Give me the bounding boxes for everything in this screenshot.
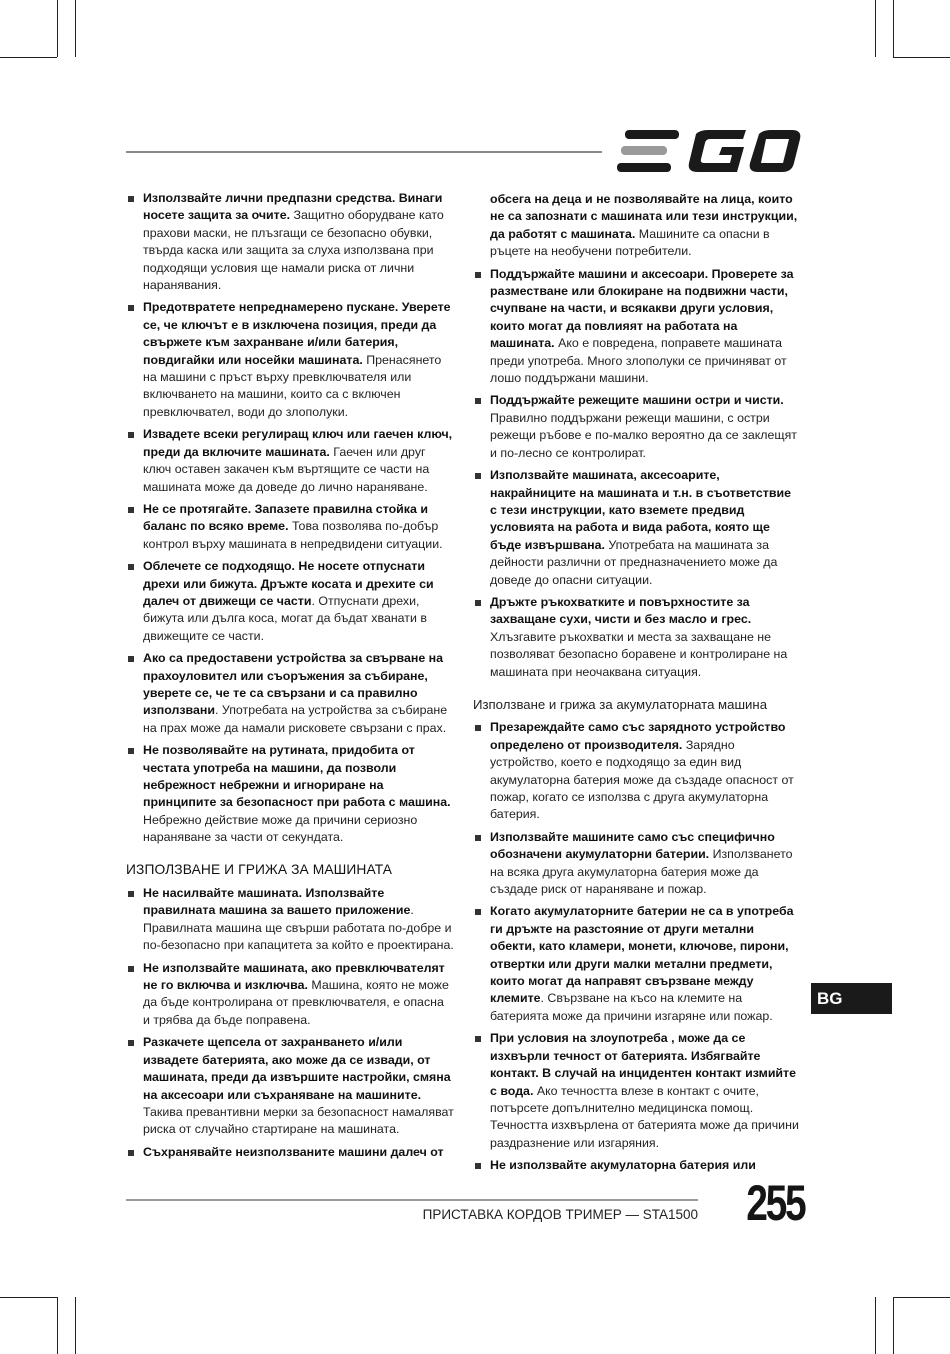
crop-mark: [893, 57, 950, 58]
crop-mark: [75, 0, 76, 57]
crop-mark: [57, 1297, 58, 1354]
crop-mark: [875, 1297, 876, 1354]
normal-text: Употребата на машината за дейности различни от предназначението може да доведе до опасни ситуации.: [490, 537, 778, 587]
header-rule: [126, 151, 602, 153]
bold-text: Използвайте машината, аксесоарите, накрайниците на машината и т.н. в съответствие с тези инструкции, като вземете предвид условията на работа и вида работа, която ще бъде извършвана.: [490, 468, 791, 552]
bold-text: Поддържайте режещите машини остри и чисти.: [490, 393, 784, 408]
bullet-item: [126, 1144, 454, 1161]
bold-text: Дръжте ръкохватките и повърхностите за захващане сухи, чисти и без масло и грес.: [490, 594, 752, 627]
bullet-item: [473, 594, 801, 681]
bullet-item: [473, 266, 801, 388]
bold-text: При условия на злоупотреба , може да се изхвърли течност от батерията. Избягвайте контакт. В случай на инцидентен контакт измийте с вода.: [490, 1031, 797, 1098]
bold-text: Разкачете щепсела от захранването и/или извадете батерията, ако може да се извади, от машината, преди да извършите настройки, смяна на аксесоари или съхраняване на машините.: [143, 1035, 451, 1102]
square-bullet-icon: [475, 600, 481, 606]
square-bullet-icon: [128, 656, 134, 662]
square-bullet-icon: [475, 725, 481, 731]
page-number: 255: [746, 1175, 805, 1231]
crop-mark: [893, 0, 894, 57]
bold-text: Презареждайте само със зарядното устройство определено от производителя.: [490, 720, 786, 752]
square-bullet-icon: [128, 432, 134, 438]
normal-text: Зарядно устройство, което е подходящо за един вид акумулаторна батерия може да създаде опасност от пожар, когато се използва с друга акумулаторна батерия.: [490, 737, 794, 822]
square-bullet-icon: [475, 835, 481, 841]
normal-text: Ако е повредена, поправете машината преди употреба. Много злополуки се причиняват от лошо поддържани машини.: [490, 336, 787, 386]
footer-rule: [126, 1199, 698, 1201]
bold-text: Ако са предоставени устройства за свърване на прахоуловител или съоръжения за събиране, уверете се, че те са свързани и са правилно използвани: [143, 651, 444, 718]
square-bullet-icon: [475, 473, 481, 479]
footer-title: ПРИСТАВКА КОРДОВ ТРИМЕР — STA1500: [422, 1207, 698, 1222]
bullet-item: [126, 1034, 454, 1138]
normal-text: Машините са опасни в ръцете на необучени потребители.: [490, 226, 770, 259]
bold-text: Извадете всеки регулиращ ключ или гаечен ключ, преди да включите машината.: [143, 427, 453, 459]
normal-text: Правилно поддържани режещи машини, с остри режещи ръбове е по-малко вероятно да се заклещят и по-лесно се контролират.: [490, 410, 797, 460]
bullet-item: [126, 960, 454, 1030]
bullet-item: [126, 742, 454, 846]
square-bullet-icon: [128, 564, 134, 570]
crop-mark: [875, 0, 876, 57]
right-column: [473, 191, 801, 1180]
bold-text: Не позволявайте на рутината, придобита от честата употреба на машини, да позволи небрежност небрежни и игнориране на принципите за безопасност при работа с машина.: [143, 743, 451, 810]
crop-mark: [0, 57, 57, 58]
bullet-item: [473, 829, 801, 899]
bullet-item: [473, 1157, 801, 1174]
section-heading-battery-care: Използване и грижа за акумулаторната машина: [473, 696, 768, 712]
bullet-item: [473, 903, 801, 1025]
normal-text: Небрежно действие може да причини сериозно нараняване за части от секундата.: [143, 812, 418, 845]
crop-mark: [75, 1297, 76, 1354]
normal-text: Защитно оборудване като прахови маски, не плъзгащи се безопасно обувки, твърда каска или защита за слуха използвана при подходящи условия ще намали риска от лични наранявания.: [143, 208, 444, 293]
bold-text: Съхранявайте неизползваните машини далеч от: [143, 1144, 444, 1159]
bullet-item: [473, 1030, 801, 1152]
normal-text: Хлъзгавите ръкохватки и места за захващане не позволяват безопасно боравене и контролиране на машината при неочаквана ситуация.: [490, 629, 788, 679]
square-bullet-icon: [475, 1036, 481, 1042]
section-heading-machine-care: ИЗПОЛЗВАНЕ И ГРИЖА ЗА МАШИНАТА: [126, 861, 393, 877]
bold-text: Облечете се подходящо. Не носете отпуснати дрехи или бижута. Дръжте косата и дрехите си далеч от движещи се части: [143, 559, 434, 608]
bold-text: Използвайте лични предпазни средства. Винаги носете защита за очите.: [143, 191, 443, 223]
bullet-item: [126, 299, 454, 421]
bold-text: Използвайте машините само със специфично обозначени акумулаторни батерии.: [490, 829, 775, 862]
bullet-item: [126, 558, 454, 645]
normal-text: Ако течността влезе в контакт с очите, потърсете допълнително медицинска помощ. Течността изхвърлена от батерията може да причини раздразнение или изгаряния.: [490, 1083, 799, 1150]
square-bullet-icon: [128, 1040, 134, 1046]
bold-text: Когато акумулаторните батерии не са в употреба ги дръжте на разстояние от други метални обекти, като кламери, монети, ключове, пирони, отвертки или други малки метални предмети, които могат да направят свързване между клемите: [490, 904, 794, 1006]
normal-text: Такива превантивни мерки за безопасност намаляват риска от случайно стартиране на машината.: [143, 1104, 454, 1137]
normal-text: Това позволява по-добър контрол върху машината в непредвидени ситуации.: [143, 519, 443, 551]
bullet-item: [126, 501, 454, 553]
bullet-item: [473, 392, 801, 462]
square-bullet-icon: [128, 748, 134, 754]
bold-text: Не насилвайте машината. Използвайте правилната машина за вашето приложение: [143, 886, 411, 918]
normal-text: . Отпуснати дрехи, бижута или дълга коса, могат да бъдат хванати в движещите се части.: [143, 593, 427, 643]
crop-mark: [893, 1297, 894, 1354]
bullet-item: [473, 467, 801, 589]
normal-text: Пренасянето на машини с пръст върху превключвателя или включването на машини, които са с включен превключвател, води до злополуки.: [143, 352, 442, 419]
square-bullet-icon: [128, 196, 134, 202]
square-bullet-icon: [128, 305, 134, 311]
bullet-item: [126, 426, 454, 496]
crop-mark: [893, 1297, 950, 1298]
square-bullet-icon: [475, 909, 481, 915]
normal-text: Машина, която не може да бъде контролирана от превключвателя, е опасна и трябва да бъде поправена.: [143, 978, 449, 1027]
bold-text: Предотвратете непреднамерено пускане. Уверете се, че ключът е в изключена позиция, преди да свържете към захранване и/или батерия, повдигайки или носейки машината.: [143, 300, 451, 367]
crop-mark: [0, 1297, 57, 1298]
bold-text: обсега на деца и не позволявайте на лица, които не са запознати с машината или тези инструкции, да работят с машината.: [490, 192, 798, 241]
square-bullet-icon: [475, 1163, 481, 1169]
normal-text: . Свързване на късо на клемите на батерията може да причини изгаряне или пожар.: [490, 991, 773, 1023]
square-bullet-icon: [128, 966, 134, 972]
left-column: [126, 190, 454, 1166]
bold-text: Не се протягайте. Запазете правилна стойка и баланс по всяко време.: [143, 501, 428, 534]
bold-text: Не използвайте машината, ако превключвателят не го включва и изключва.: [143, 960, 445, 993]
bullet-item: [473, 719, 801, 823]
ego-logo: [616, 130, 801, 172]
continued-paragraph: [473, 191, 801, 261]
crop-mark: [57, 0, 58, 57]
square-bullet-icon: [128, 891, 134, 897]
bullet-item: [126, 650, 454, 737]
bullet-item: [126, 885, 454, 955]
language-tab: BG: [811, 983, 892, 1014]
square-bullet-icon: [128, 507, 134, 513]
bold-text: Не използвайте акумулаторна батерия или: [490, 1158, 756, 1173]
normal-text: . Правилната машина ще свърши работата по-добре и по-безопасно при капацитета за който е проектирана.: [143, 903, 454, 953]
bullet-item: [126, 190, 454, 294]
normal-text: Гаечен или друг ключ оставен закачен към въртящите се части на машината може да доведе до лично нараняване.: [143, 444, 430, 494]
square-bullet-icon: [475, 398, 481, 404]
square-bullet-icon: [128, 1150, 134, 1156]
normal-text: . Употребата на устройства за събиране на прах може да намали рисковете свързани с прах.: [143, 703, 448, 735]
normal-text: Използването на всяка друга акумулаторна батерия може да създаде риск от нараняване и пожар.: [490, 847, 793, 897]
square-bullet-icon: [475, 272, 481, 278]
bold-text: Поддържайте машини и аксесоари. Проверете за разместване или блокиране на подвижни части, счупване на части, и всякакви други условия, които могат да повлияят на работата на машината.: [490, 266, 794, 351]
